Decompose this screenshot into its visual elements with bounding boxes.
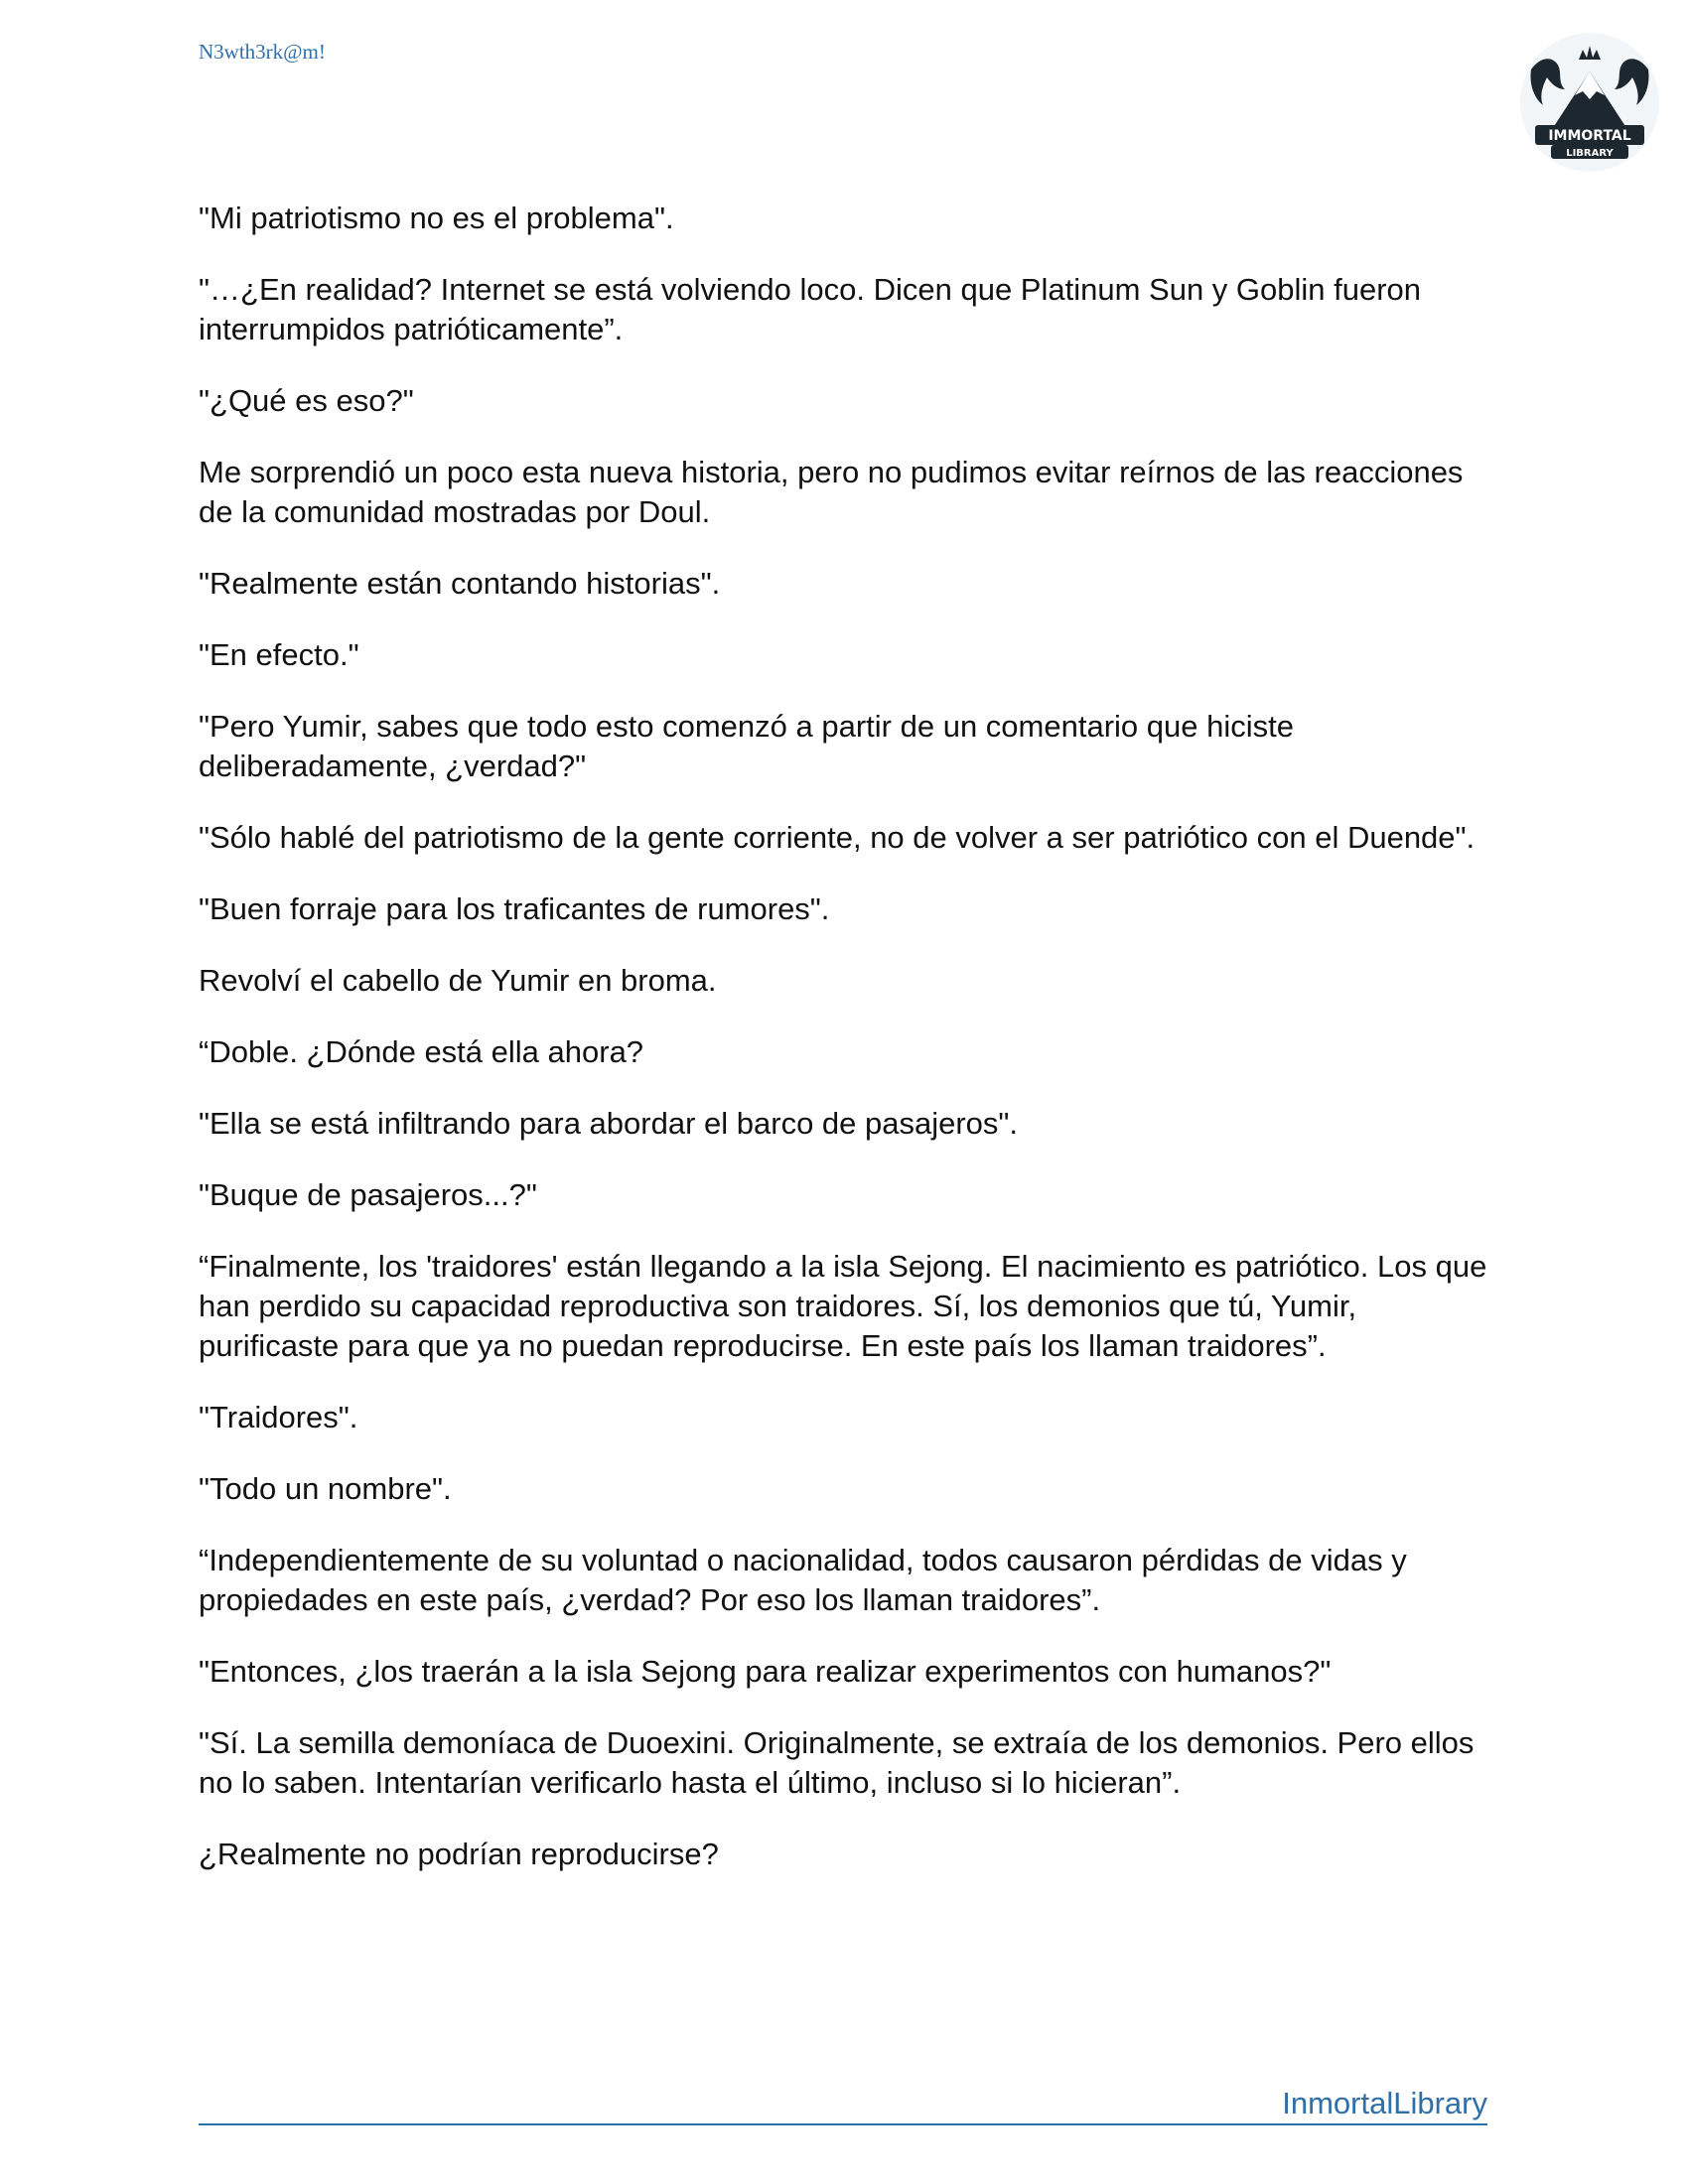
paragraph: "Sólo hablé del patriotismo de la gente corriente, no de volver a ser patriótico con el Duende". [199, 820, 1476, 855]
footer-rule [199, 2080, 1487, 2125]
paragraph: Revolví el cabello de Yumir en broma. [199, 963, 717, 998]
immortal-library-logo [1517, 30, 1662, 175]
paragraph: "Traidores". [199, 1400, 358, 1434]
paragraph: "Pero Yumir, sabes que todo esto comenzó a partir de un comentario que hiciste deliberadamente, ¿verdad?" [199, 709, 1294, 783]
paragraph: "Buque de pasajeros...?" [199, 1177, 537, 1212]
paragraph: "Realmente están contando historias". [199, 566, 721, 601]
paragraph: "Sí. La semilla demoníaca de Duoexini. Originalmente, se extraía de los demonios. Pero ellos no lo saben. Intentarían verificarlo hasta el último, incluso si lo hicieran”. [199, 1725, 1475, 1800]
footer-link[interactable]: InmortalLibrary [1282, 2086, 1487, 2120]
paragraph: Me sorprendió un poco esta nueva historia, pero no pudimos evitar reírnos de las reacciones de la comunidad mostradas por Doul. [199, 455, 1464, 529]
paragraph: "…¿En realidad? Internet se está volviendo loco. Dicen que Platinum Sun y Goblin fueron interrumpidos patrióticamente”. [199, 272, 1422, 346]
paragraph: "Entonces, ¿los traerán a la isla Sejong para realizar experimentos con humanos?" [199, 1654, 1332, 1689]
chapter-body [199, 199, 1489, 1906]
paragraph: “Independientemente de su voluntad o nacionalidad, todos causaron pérdidas de vidas y propiedades en este país, ¿verdad? Por eso los llaman traidores”. [199, 1543, 1407, 1617]
paragraph: “Finalmente, los 'traidores' están llegando a la isla Sejong. El nacimiento es patriótico. Los que han perdido su capacidad reproductiva son traidores. Sí, los demonios que tú, Yumir, purificaste para que ya no puedan reproducirse. En este país los llaman traidores”. [199, 1249, 1487, 1363]
paragraph: "Mi patriotismo no es el problema". [199, 201, 674, 235]
paragraph: ¿Realmente no podrían reproducirse? [199, 1837, 719, 1871]
logo-text-top: IMMORTAL [1548, 128, 1631, 144]
paragraph: "¿Qué es eso?" [199, 383, 414, 418]
paragraph: "Todo un nombre". [199, 1471, 452, 1506]
paragraph: "En efecto." [199, 637, 359, 672]
logo-text-bottom: LIBRARY [1566, 148, 1614, 159]
header-watermark: N3wth3rk@m! [199, 40, 326, 64]
paragraph: “Doble. ¿Dónde está ella ahora? [199, 1034, 644, 1069]
paragraph: "Buen forraje para los traficantes de rumores". [199, 891, 830, 926]
paragraph: "Ella se está infiltrando para abordar el barco de pasajeros". [199, 1106, 1019, 1141]
